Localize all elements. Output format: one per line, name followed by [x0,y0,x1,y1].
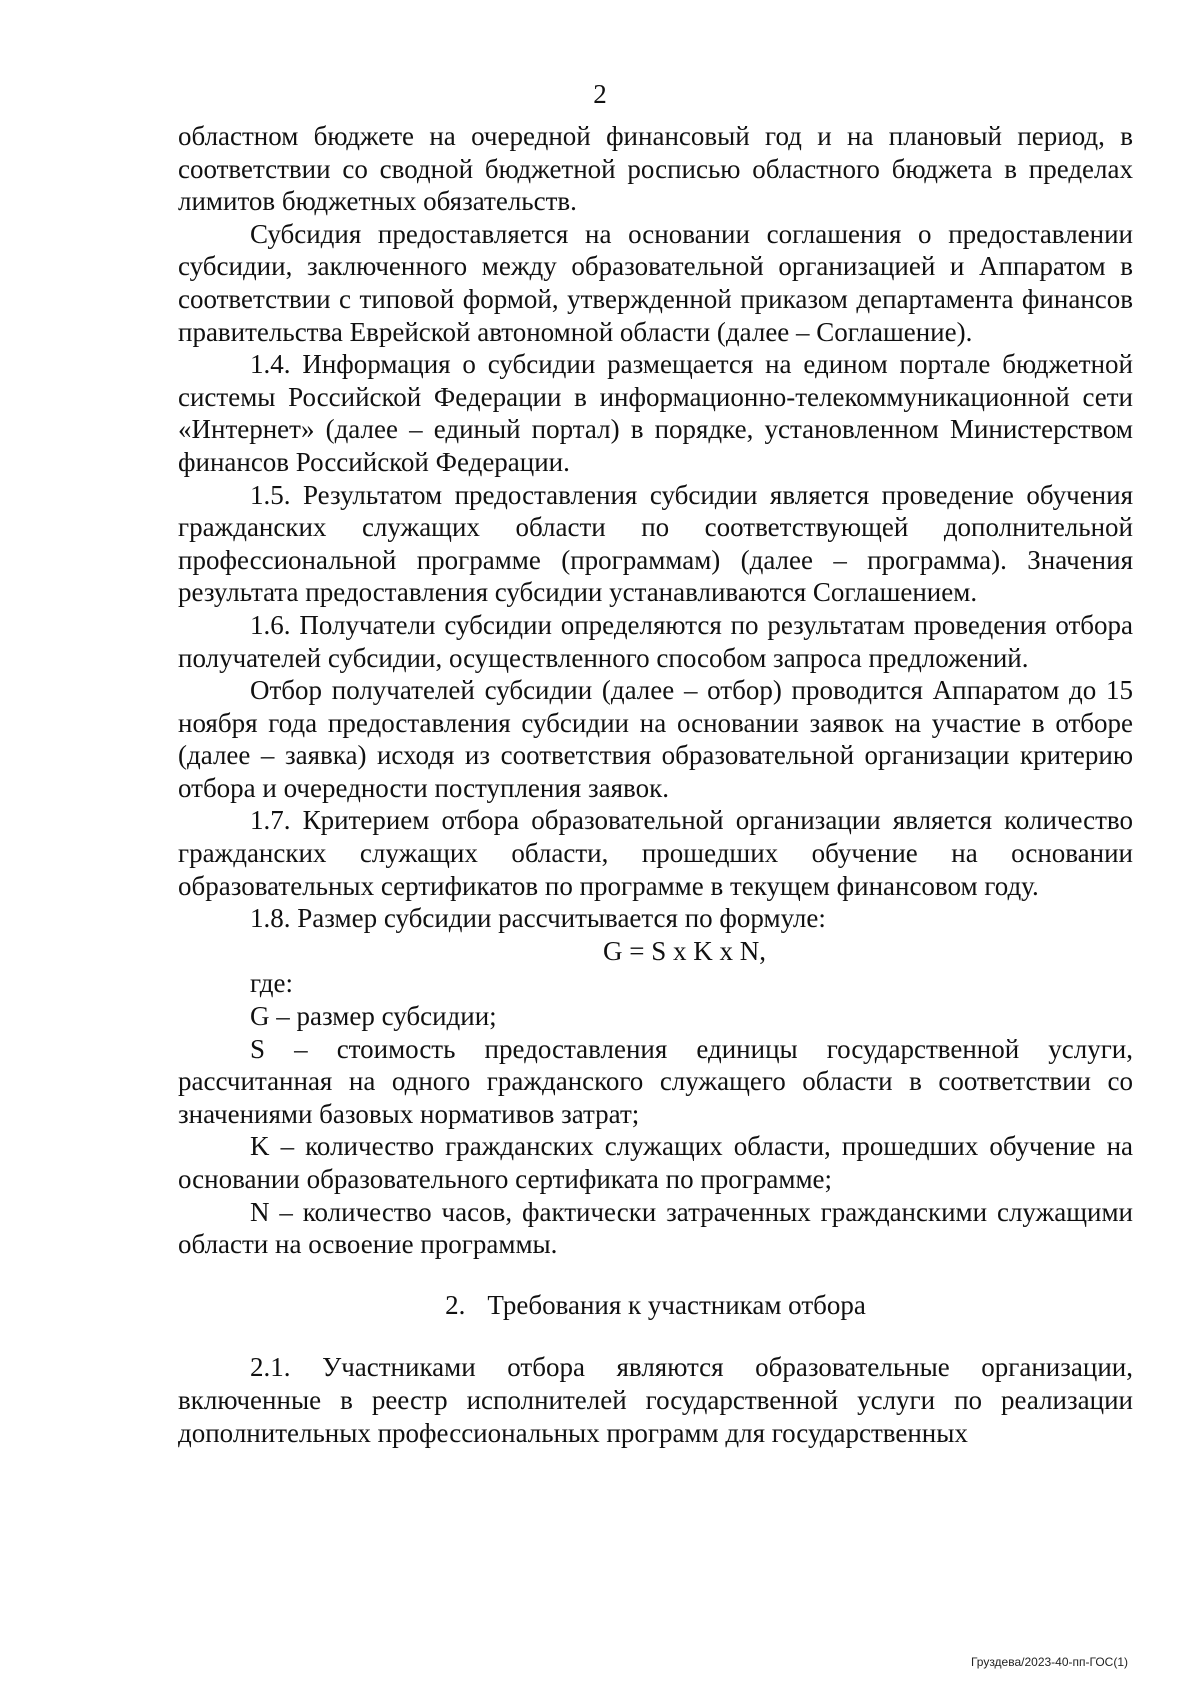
section-heading-title: Требования к участникам отбора [487,1289,866,1320]
formula-where: где: [250,968,293,999]
footer-document-code: Груздева/2023-40-пп-ГОС(1) [970,1655,1128,1669]
paragraph-budget-limits: областном бюджете на очередной финансовый год и на плановый период, в соответствии со сводной бюджетной росписью областного бюджета в пределах лимитов бюджетных обязательств. [178,121,1133,217]
definition-k: K – количество гражданских служащих области, прошедших обучение на основании образовательного сертификата по программе; [178,1131,1133,1194]
paragraph-1-8: 1.8. Размер субсидии рассчитывается по формуле: [250,903,826,934]
paragraph-1-7: 1.7. Критерием отбора образовательной организации является количество гражданских служащих области, прошедших обучение на основании образовательных сертификатов по программе в текущем финансовом году. [178,805,1133,901]
paragraph-1-6: 1.6. Получатели субсидии определяются по результатам проведения отбора получателей субсидии, осуществленного способом запроса предложений. [178,609,1133,673]
paragraph-1-4: 1.4. Информация о субсидии размещается на едином портале бюджетной системы Российской Федерации в информационно-телекоммуникационной сети «Интернет» (далее – единый портал) в порядке, установленном Министерством финансов Российской Федерации. [178,349,1133,477]
paragraph-2-1: 2.1. Участниками отбора являются образовательные организации, включенные в реестр исполнителей государственной услуги по реализации дополнительных профессиональных программ для государственных [178,1352,1133,1448]
document-body [178,120,1133,1449]
page-number: 2 [593,79,607,109]
definition-g: G – размер субсидии; [250,1001,497,1032]
paragraph-selection: Отбор получателей субсидии (далее – отбор) проводится Аппаратом до 15 ноября года предоставления субсидии на основании заявок на участие в отборе (далее – заявка) исходя из соответствия образовательной организации критерию отбора и очередности поступления заявок. [178,675,1133,803]
formula: G = S x K x N, [603,935,766,966]
section-heading-number: 2. [445,1289,466,1320]
definition-n: N – количество часов, фактически затраченных гражданскими служащими области на освоение программы. [178,1196,1133,1260]
section-heading [178,1289,1133,1322]
paragraph-subsidy-agreement: Субсидия предоставляется на основании соглашения о предоставлении субсидии, заключенного между образовательной организацией и Аппаратом в соответствии с типовой формой, утвержденной приказом департамента финансов правительства Еврейской автономной области (далее – Соглашение). [178,218,1133,347]
paragraph-1-5: 1.5. Результатом предоставления субсидии является проведение обучения гражданских служащих области по соответствующей дополнительной профессиональной программе (программам) (далее – программа). Значения результата предоставления субсидии устанавливаются Соглашением. [178,479,1133,608]
definition-s: S – стоимость предоставления единицы государственной услуги, рассчитанная на одного гражданского служащего области в соответствии со значениями базовых нормативов затрат; [178,1033,1133,1129]
